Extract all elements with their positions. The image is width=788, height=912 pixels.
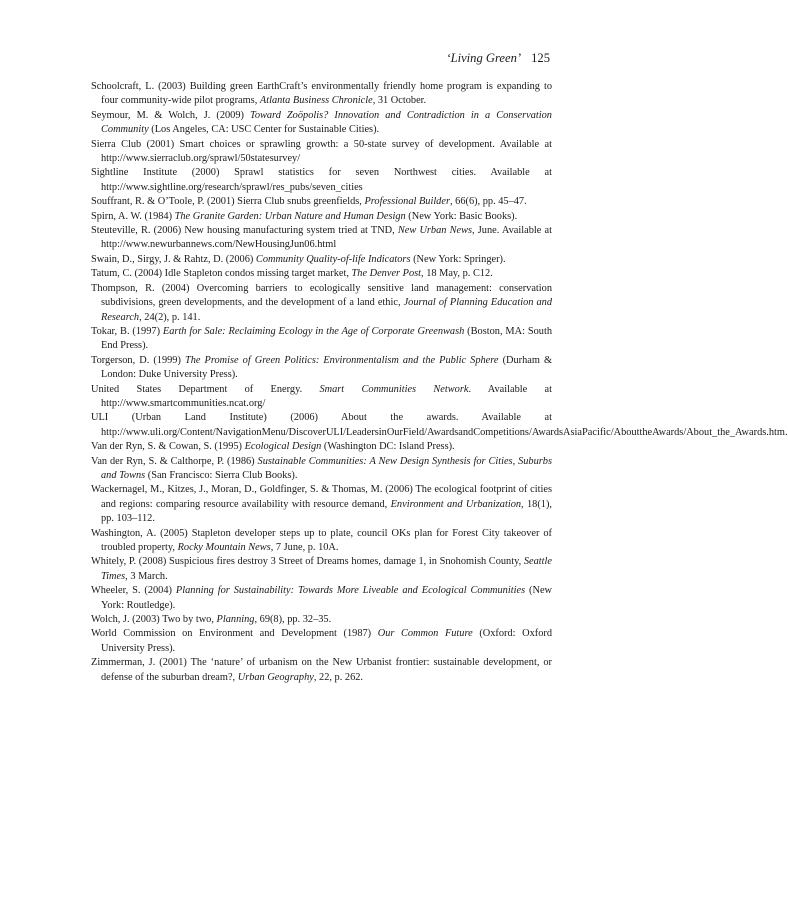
reference-text: Whitely, P. (2008) Suspicious fires destroy 3 Street of Dreams homes, damage 1, in Snohomish County, [91, 556, 524, 568]
reference-entry [91, 440, 552, 454]
reference-entry [91, 584, 552, 613]
reference-text: , 24(2), p. 141. [139, 311, 201, 323]
reference-text: (Oxford: Oxford University Press). [101, 628, 552, 654]
reference-italic-title: The Granite Garden: Urban Nature and Human Design [174, 210, 406, 222]
reference-entry [91, 253, 552, 267]
reference-text: . Available at http://www.smartcommunities.ncat.org/ [101, 383, 552, 409]
reference-entry [91, 411, 788, 440]
reference-italic-title: Environment and Urbanization [390, 498, 522, 510]
reference-italic-title: Seattle Times [101, 556, 552, 582]
reference-italic-title: The Denver Post [351, 268, 422, 280]
reference-italic-title: Urban Geography [237, 671, 314, 683]
reference-entry [91, 138, 552, 167]
reference-text: , 18(1), pp. 103–112. [101, 498, 552, 525]
reference-entry [91, 267, 552, 281]
reference-text: , 66(6), pp. 45–47. [449, 196, 527, 208]
reference-text: Van der Ryn, S. & Calthorpe, P. (1986) [91, 455, 258, 467]
reference-text: Seymour, M. & Wolch, J. (2009) [91, 109, 251, 121]
reference-text: (Los Angeles, CA: USC Center for Sustainable Cities). [148, 124, 380, 136]
reference-entry [91, 282, 552, 325]
reference-text: (New York: Routledge). [101, 585, 553, 611]
reference-entry [91, 166, 552, 195]
reference-text: Sightline Institute (2000) Sprawl statistics for seven Northwest cities. Available at http://www.sightline.org/research/sprawl/res_pubs/seven_cities [91, 167, 552, 193]
reference-entry [91, 80, 552, 109]
reference-entry [91, 354, 552, 383]
reference-text: Washington, A. (2005) Stapleton developer steps up to plate, council OKs plan for Forest City takeover of troubled property, [91, 527, 552, 553]
page-number: 125 [531, 51, 550, 65]
reference-entry [91, 224, 552, 253]
reference-entry [91, 210, 552, 224]
reference-entry [91, 527, 552, 556]
reference-entry [91, 627, 552, 656]
reference-italic-title: Professional Builder [364, 196, 450, 208]
reference-italic-title: Community Quality-of-life Indicators [255, 253, 411, 265]
reference-list [91, 80, 788, 685]
reference-text: (New York: Springer). [410, 253, 506, 265]
reference-italic-title: Planning [216, 614, 255, 626]
reference-text: United States Department of Energy. [91, 383, 320, 395]
reference-text: (Boston, MA: South End Press). [101, 325, 553, 352]
reference-entry [91, 613, 552, 627]
reference-text: Zimmerman, J. (2001) The ‘nature’ of urbanism on the New Urbanist frontier: sustainable development, or defense of the suburban dream?, [91, 657, 552, 683]
reference-text: Swain, D., Sirgy, J. & Rahtz, D. (2006) [91, 253, 256, 265]
reference-italic-title: New Urban News [397, 225, 473, 237]
reference-text: , 22, p. 262. [313, 671, 363, 683]
reference-text: (Washington DC: Island Press). [321, 441, 455, 453]
reference-text: Wackernagel, M., Kitzes, J., Moran, D., Goldfinger, S. & Thomas, M. (2006) The ecological footprint of cities and regions: comparing resource availability with resource demand, [91, 484, 552, 510]
reference-text: Souffrant, R. & O’Toole, P. (2001) Sierra Club snubs greenfields, [91, 196, 365, 208]
reference-text: World Commission on Environment and Development (1987) [91, 628, 378, 640]
reference-italic-title: Rocky Mountain News [177, 542, 271, 553]
reference-text: Steuteville, R. (2006) New housing manufacturing system tried at TND, [91, 225, 398, 237]
reference-text: , 7 June, p. 10A. [270, 542, 339, 553]
reference-text: Van der Ryn, S. & Cowan, S. (1995) [91, 441, 245, 453]
reference-italic-title: Toward Zoöpolis? Innovation and Contradiction in a Conservation Community [101, 109, 552, 136]
reference-entry [91, 455, 552, 484]
reference-entry [91, 109, 552, 138]
reference-italic-title: The Promise of Green Politics: Environmentalism and the Public Sphere [184, 354, 499, 366]
reference-italic-title: Sustainable Communities: A New Design Synthesis for Cities, Suburbs and Towns [101, 455, 552, 481]
running-head [446, 51, 550, 66]
reference-text: Spirn, A. W. (1984) [91, 210, 175, 222]
running-head-title: ‘Living Green’ [446, 51, 522, 65]
reference-italic-title: Journal of Planning Education and Research [101, 297, 552, 323]
reference-italic-title: Atlanta Business Chronicle [259, 95, 373, 107]
reference-text: Torgerson, D. (1999) [91, 354, 185, 366]
reference-entry [91, 656, 552, 685]
reference-entry [91, 325, 552, 354]
reference-text: , 69(8), pp. 32–35. [254, 614, 332, 626]
reference-text: , June. Available at http://www.newurbannews.com/NewHousingJun06.html [101, 225, 552, 251]
reference-entry [91, 483, 552, 526]
reference-text: (Durham & London: Duke University Press). [101, 354, 552, 381]
reference-text: Schoolcraft, L. (2003) Building green EarthCraft’s environmentally friendly home program is expanding to four community-wide pilot programs, [91, 81, 552, 107]
reference-text: Tatum, C. (2004) Idle Stapleton condos missing target market, [91, 268, 352, 280]
reference-text: Wolch, J. (2003) Two by two, [91, 614, 217, 626]
reference-italic-title: Smart Communities Network [319, 383, 469, 395]
reference-italic-title: Ecological Design [244, 441, 322, 453]
reference-entry [91, 383, 552, 412]
reference-text: (San Francisco: Sierra Club Books). [145, 469, 298, 481]
reference-italic-title: Earth for Sale: Reclaiming Ecology in the Age of Corporate Greenwash [162, 325, 465, 337]
reference-text: ULI (Urban Land Institute) (2006) About the awards. Available at http://www.uli.org/Content/NavigationMenu/DiscoverULI/LeadersinOurField/AwardsandCompetitions/AwardsAsiaPacific/AbouttheAwards/About_the_Awards.htm. [91, 412, 788, 438]
reference-italic-title: Planning for Sustainability: Towards More Liveable and Ecological Communities [175, 585, 526, 597]
reference-text: , 31 October. [372, 95, 427, 107]
reference-text: Thompson, R. (2004) Overcoming barriers to ecologically sensitive land management: conservation subdivisions, green developments, and the development of a land ethic, [91, 282, 552, 309]
reference-text: Wheeler, S. (2004) [91, 585, 176, 597]
reference-entry [91, 195, 552, 209]
reference-text: (New York: Basic Books). [405, 210, 518, 222]
reference-text: , 3 March. [125, 570, 168, 582]
reference-text: , 18 May, p. C12. [421, 268, 493, 280]
reference-text: Tokar, B. (1997) [91, 325, 163, 337]
reference-entry [91, 555, 552, 584]
reference-text: Sierra Club (2001) Smart choices or sprawling growth: a 50-state survey of development. Available at http://www.sierraclub.org/sprawl/50statesurvey/ [91, 138, 552, 165]
reference-italic-title: Our Common Future [377, 628, 473, 640]
